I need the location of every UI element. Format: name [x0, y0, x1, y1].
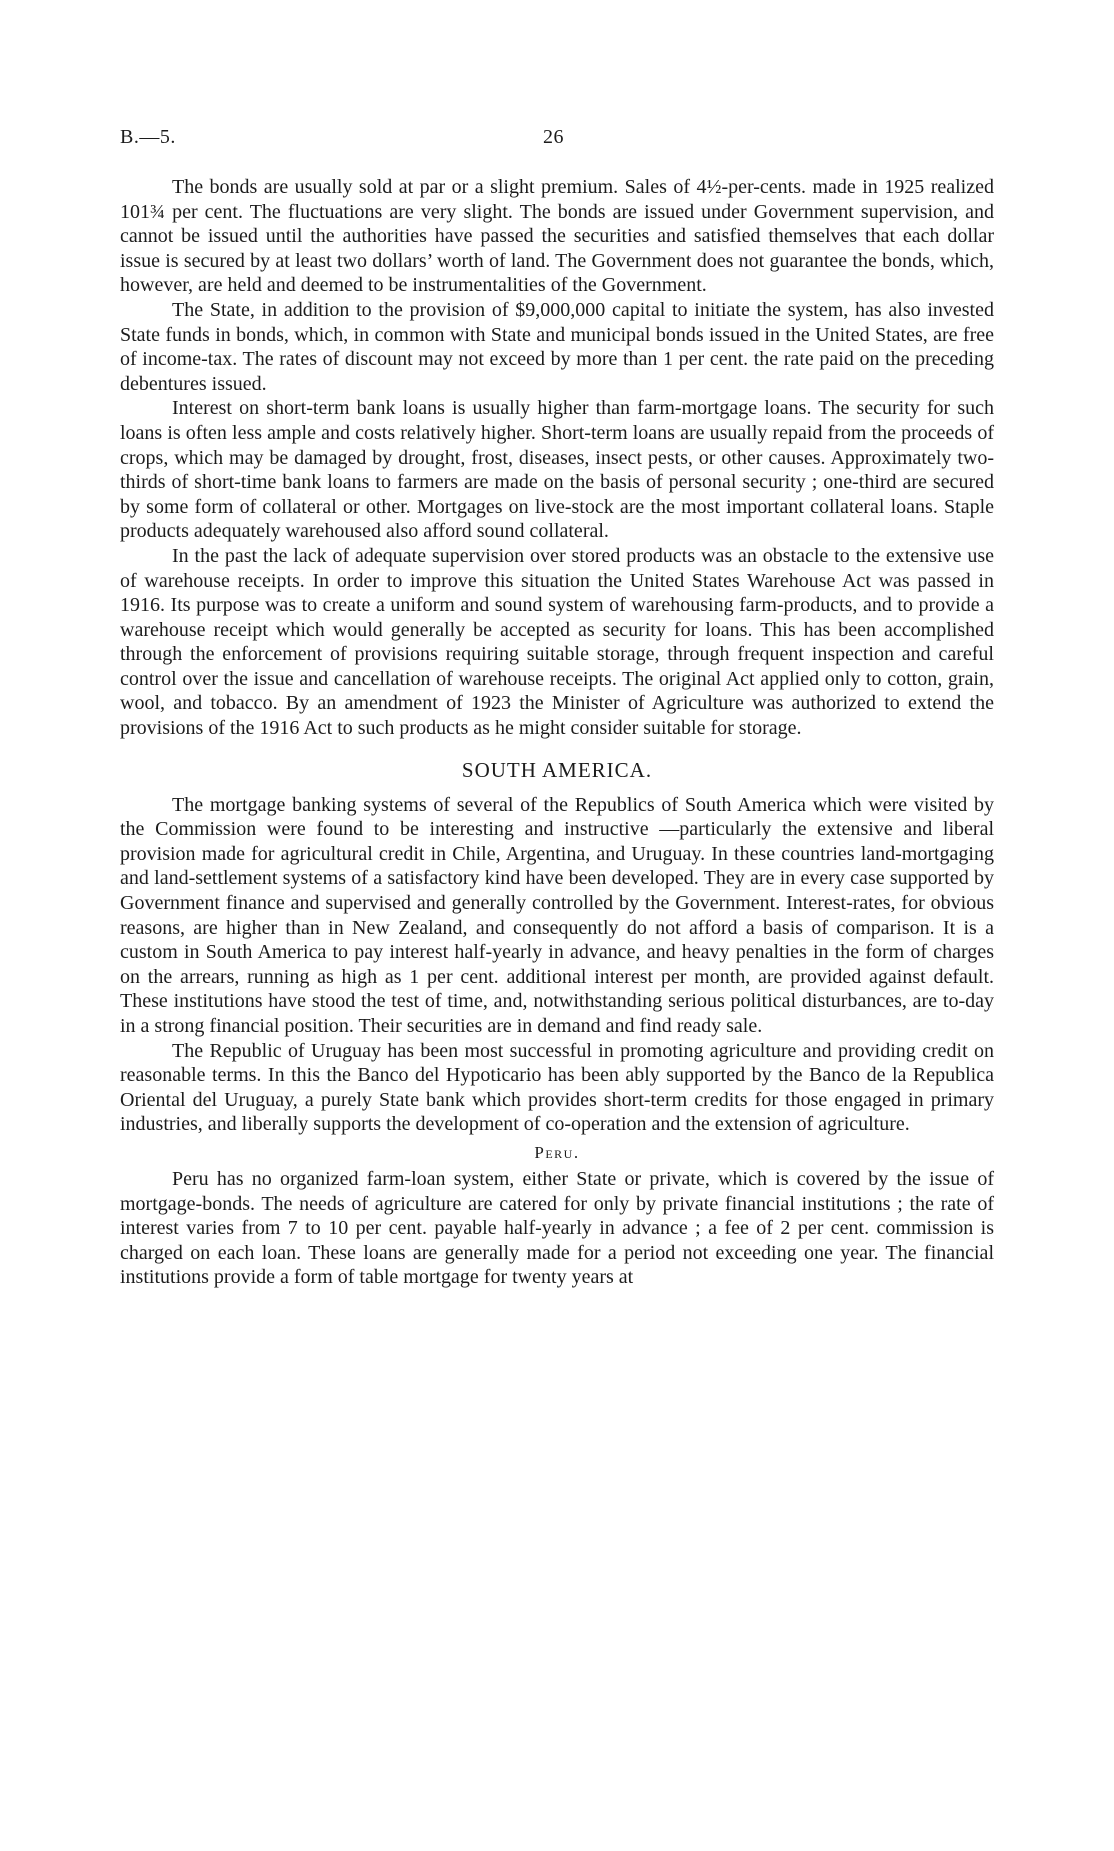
paragraph-mortgage-banking: The mortgage banking systems of several of the Republics of South America which were visited by the Commission were found to be interesting and instructive —particularly the extensive and liberal provision made for agricultural credit in Chile, Argentina, and Uruguay. In these countries land-mortgaging and land-settlement systems of a satisfactory kind have been developed. They are in every case supported by Government finance and supervised and generally controlled by the Government. Interest-rates, for obvious reasons, are higher than in New Zealand, and consequently do not afford a basis of comparison. It is a custom in South America to pay interest half-yearly in advance, and heavy penalties in the form of charges on the arrears, running as high as 1 per cent. additional interest per month, are provided against default. These institutions have stood the test of time, and, notwithstanding serious political disturbances, are to-day in a strong financial position. Their securities are in demand and find ready sale.: [120, 793, 994, 1037]
section-heading-south-america: SOUTH AMERICA.: [461, 757, 653, 782]
sub-heading-peru: Peru.: [534, 1142, 580, 1162]
body-text: [120, 175, 994, 1290]
document-reference: B.—5.: [120, 126, 176, 148]
paragraph-bonds: The bonds are usually sold at par or a slight premium. Sales of 4½-per-cents. made in 1925 realized 101¾ per cent. The fluctuations are very slight. The bonds are issued under Government supervision, and cannot be issued until the authorities have passed the securities and satisfied themselves that each dollar issue is secured by at least two dollars’ worth of land. The Government does not guarantee the bonds, which, however, are held and deemed to be instrumentalities of the Government.: [120, 176, 994, 297]
paragraph-warehouse-act: In the past the lack of adequate supervision over stored products was an obstacle to the extensive use of warehouse receipts. In order to improve this situation the United States Warehouse Act was passed in 1916. Its purpose was to create a uniform and sound system of warehousing farm-products, and to provide a warehouse receipt which would generally be accepted as security for loans. This has been accomplished through the enforcement of provisions requiring suitable storage, through frequent inspection and careful control over the issue and cancellation of warehouse receipts. The original Act applied only to cotton, grain, wool, and tobacco. By an amendment of 1923 the Minister of Agriculture was authorized to extend the provisions of the 1916 Act to such products as he might consider suitable for storage.: [120, 544, 994, 740]
paragraph-uruguay: The Republic of Uruguay has been most successful in promoting agriculture and providing credit on reasonable terms. In this the Banco del Hypoticario has been ably supported by the Banco de la Republica Oriental del Uruguay, a purely State bank which provides short-term credits for those engaged in primary industries, and liberally supports the development of co-operation and the extension of agriculture.: [120, 1039, 994, 1136]
running-header: [120, 126, 994, 156]
page-number: 26: [543, 126, 564, 148]
paragraph-short-term-loans: Interest on short-term bank loans is usually higher than farm-mortgage loans. The security for such loans is often less ample and costs relatively higher. Short-term loans are usually repaid from the proceeds of crops, which may be damaged by drought, frost, diseases, insect pests, or other causes. Approximately two-thirds of short-time bank loans to farmers are made on the basis of personal security ; one-third are secured by some form of collateral or other. Mortgages on live-stock are the most important collateral loans. Staple products adequately warehoused also afford sound collateral.: [120, 397, 994, 543]
paragraph-peru: Peru has no organized farm-loan system, either State or private, which is covered by the issue of mortgage-bonds. The needs of agriculture are catered for only by private financial institutions ; the rate of interest varies from 7 to 10 per cent. payable half-yearly in advance ; a fee of 2 per cent. commission is charged on each loan. These loans are generally made for a period not exceeding one year. The financial institutions provide a form of table mortgage for twenty years at: [120, 1167, 994, 1289]
paragraph-state-funds: The State, in addition to the provision of $9,000,000 capital to initiate the system, has also invested State funds in bonds, which, in common with State and municipal bonds issued in the United States, are free of income-tax. The rates of discount may not exceed by more than 1 per cent. the rate paid on the preceding debentures issued.: [120, 298, 994, 395]
